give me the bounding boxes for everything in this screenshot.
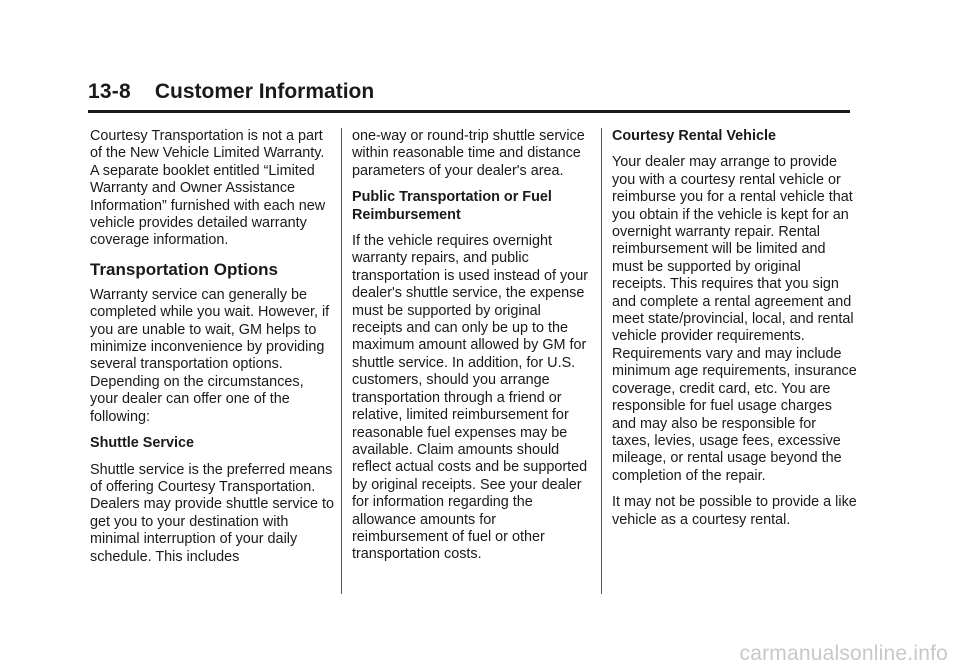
shuttle-service-heading: Shuttle Service [90, 435, 194, 452]
closing-paragraph: It may not be possible to provide a like vehicle as a courtesy rental. [612, 494, 857, 528]
transportation-options-heading: Transportation Options [90, 259, 278, 279]
page-header [88, 80, 850, 113]
courtesy-rental-paragraph: Your dealer may arrange to provide you with a courtesy rental vehicle or reimburse you for a rental vehicle that you obtain if the vehicle is kept for an overnight warranty repair. Rental reimbursement will be limited and must be supported by original receipts. This requires that you sign and complete a rental agreement and meet state/provincial, local, and rental vehicle provider requirements. Requirements vary and may include minimum age requirements, insurance coverage, credit card, etc. You are responsible for fuel usage charges and may also be responsible for taxes, levies, usage fees, excessive mileage, or rental usage beyond the completion of the repair. [612, 154, 857, 484]
shuttle-service-continued: one-way or round-trip shuttle service within reasonable time and distance parameters of your dealer's area. [352, 128, 585, 179]
column-2 [352, 128, 594, 573]
chapter-title: Customer Information [154, 80, 375, 103]
header-rule [88, 110, 850, 113]
public-transportation-paragraph: If the vehicle requires overnight warranty repairs, and public transportation is used instead of your dealer's shuttle service, the expense must be supported by original receipts and can only be up to the maximum amount allowed by GM for shuttle service. In addition, for U.S. customers, should you arrange transportation through a friend or relative, limited reimbursement for reasonable fuel expenses may be available. Claim amounts should reflect actual costs and be supported by original receipts. See your dealer for information regarding the allowance amounts for reimbursement of fuel or other transportation costs. [352, 233, 588, 563]
column-divider-1 [341, 128, 342, 594]
courtesy-rental-heading: Courtesy Rental Vehicle [612, 128, 776, 144]
watermark: carmanualsonline.info [739, 642, 948, 665]
transportation-options-paragraph: Warranty service can generally be completed while you wait. However, if you are unable to wait, GM helps to minimize inconvenience by providing several transportation options. Depending on the circumstances, your dealer can offer one of the following: [90, 286, 330, 425]
shuttle-service-paragraph: Shuttle service is the preferred means of offering Courtesy Transportation. Dealers may provide shuttle service to get you to your destination with minimal interruption of your daily schedule. This includes [90, 461, 334, 565]
intro-paragraph: Courtesy Transportation is not a part of the New Vehicle Limited Warranty. A separate booklet entitled “Limited Warranty and Owner Assistance Information” furnished with each new vehicle provides detailed warranty coverage information. [90, 128, 326, 249]
header-row [88, 80, 850, 104]
column-3 [612, 128, 857, 538]
column-1 [90, 128, 335, 575]
column-divider-2 [601, 128, 602, 594]
page-number: 13-8 [88, 80, 131, 103]
public-transportation-heading: Public Transportation or Fuel Reimbursement [352, 189, 552, 223]
